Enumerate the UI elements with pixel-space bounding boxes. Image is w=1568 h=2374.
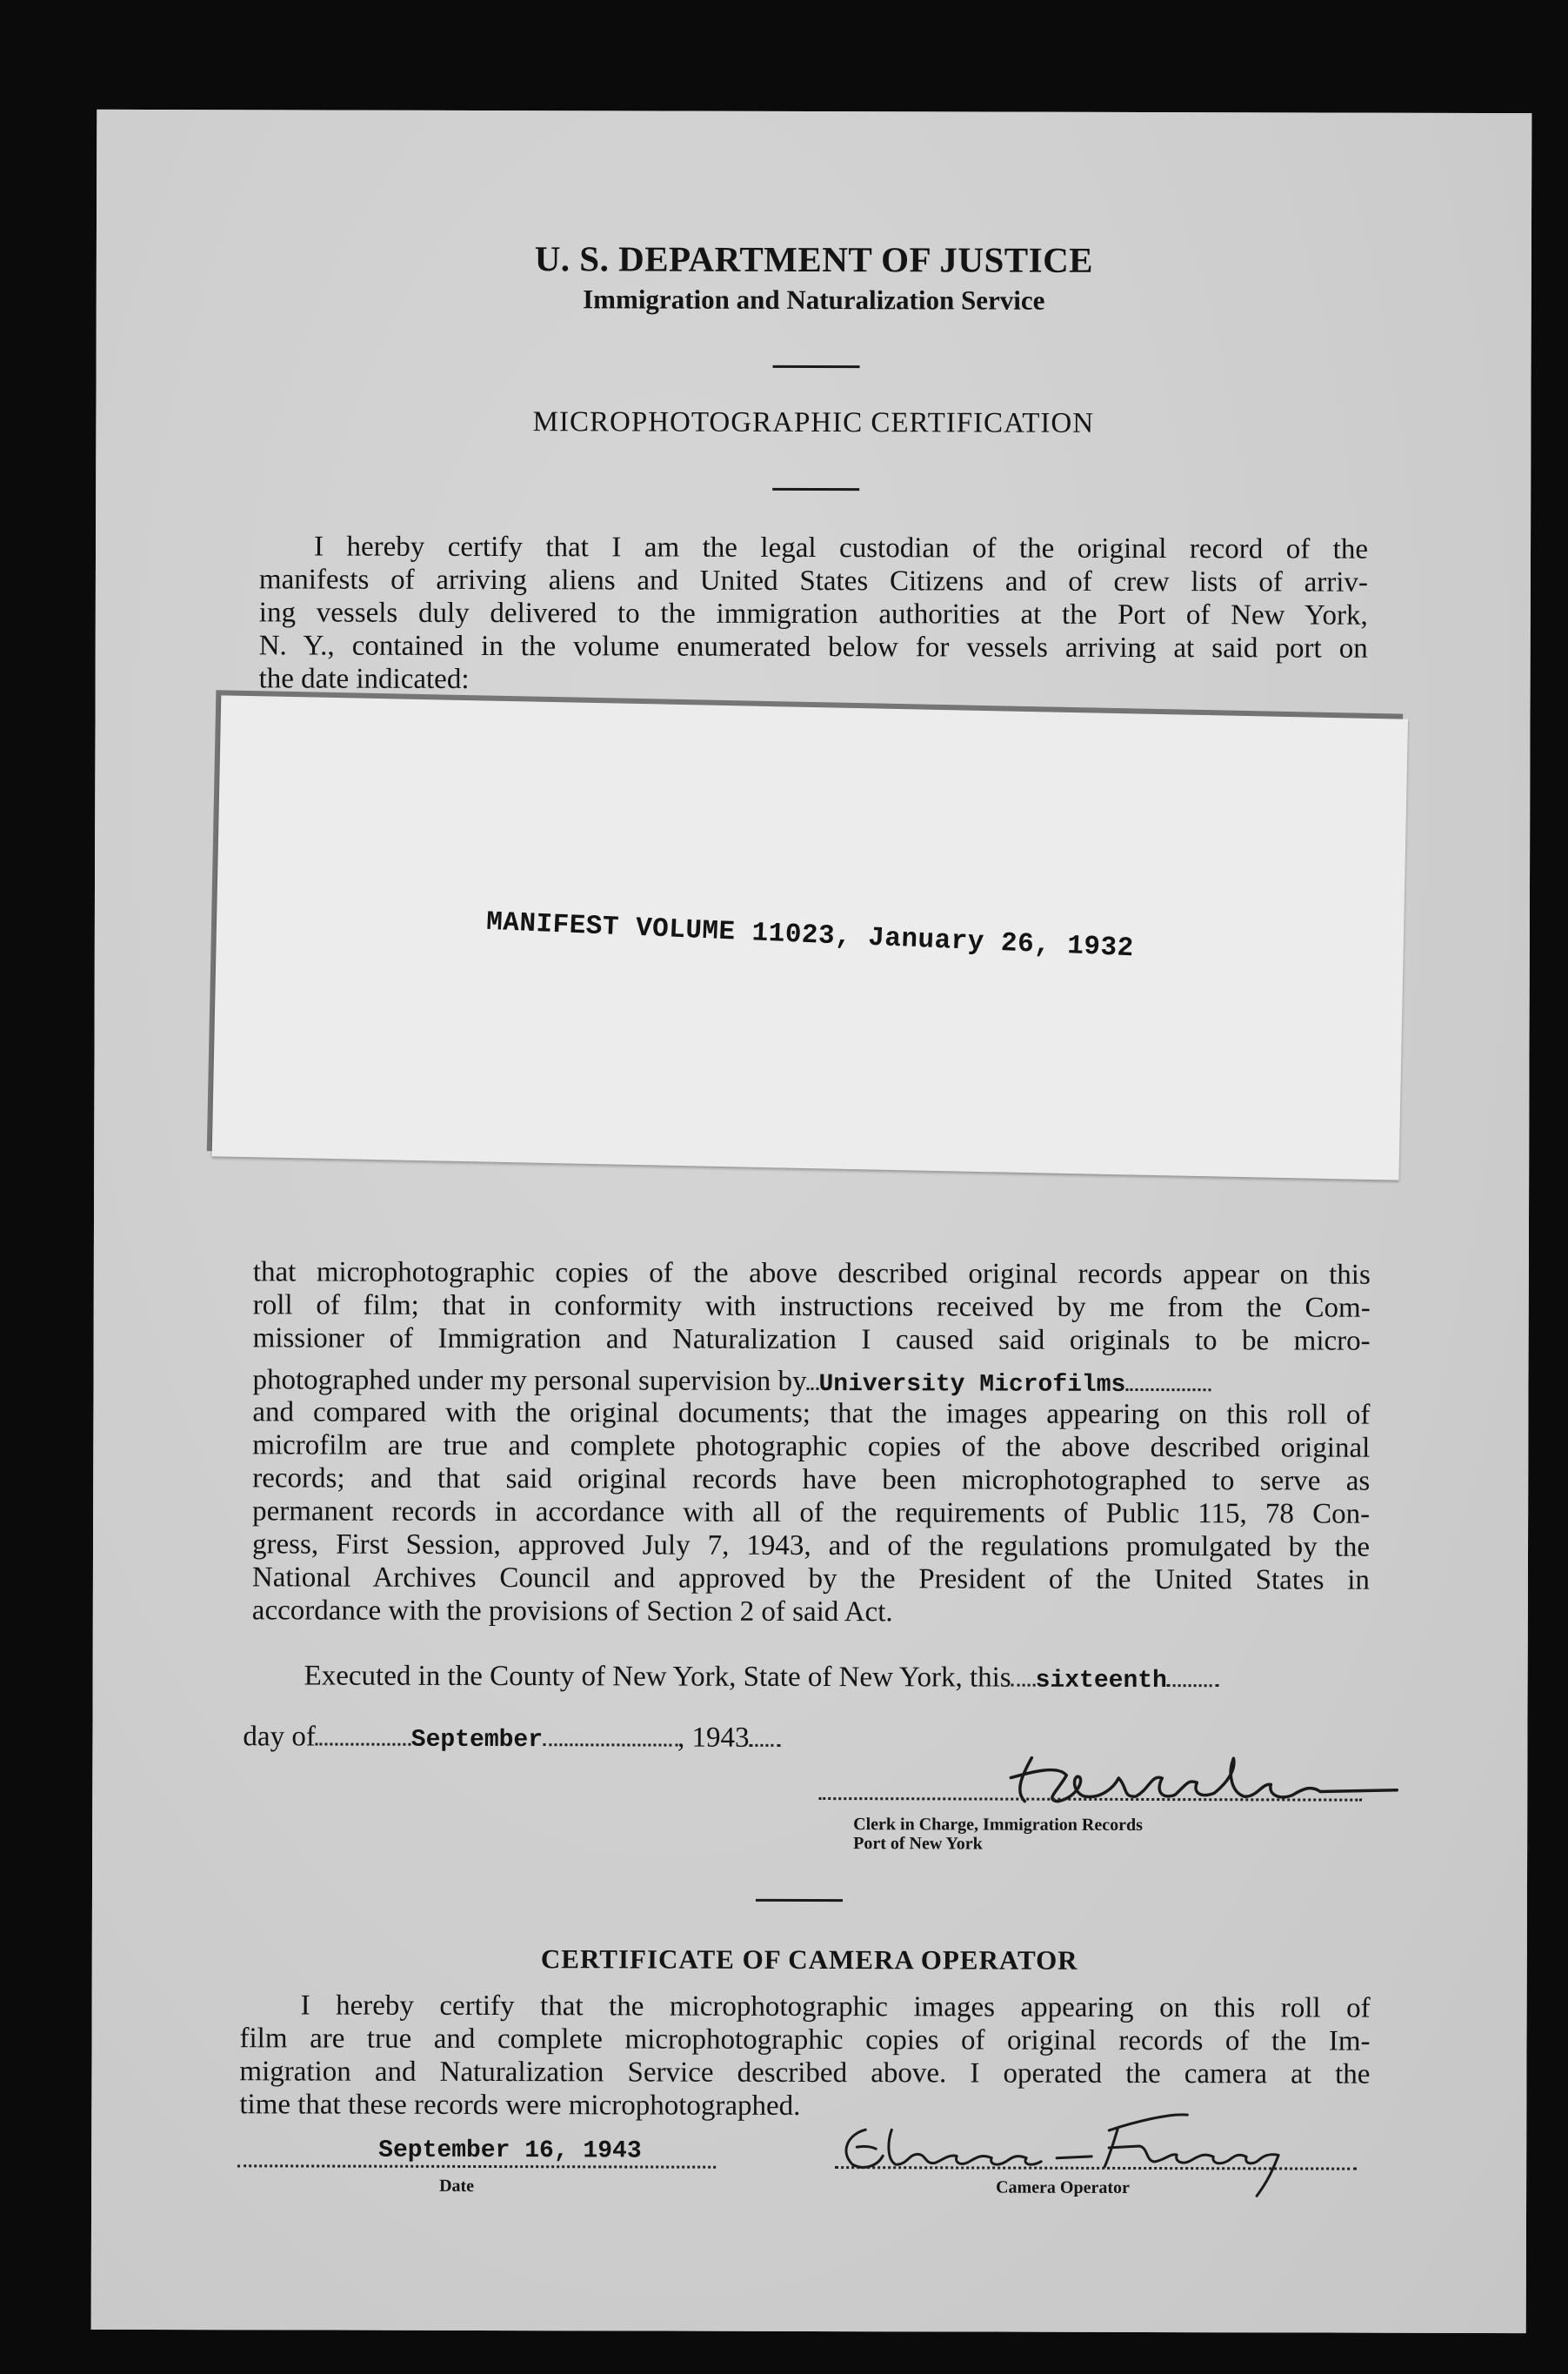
divider-rule xyxy=(772,488,859,491)
manifest-volume-text: MANIFEST VOLUME 11023, January 26, 1932 xyxy=(485,906,1135,965)
executed-line xyxy=(304,1658,1219,1699)
body-paragraph xyxy=(253,1255,1371,1357)
fill-dots xyxy=(1011,1665,1036,1687)
paragraph-line: ing vessels duly delivered to the immigration authorities at the Port of New York, xyxy=(258,597,1368,632)
manifest-slip xyxy=(212,695,1408,1180)
photographed-prefix: photographed under my personal supervision by xyxy=(252,1364,807,1397)
clerk-signature xyxy=(927,1738,1414,1826)
fill-dots xyxy=(1125,1369,1211,1391)
paragraph-line: time that these records were microphotographed. xyxy=(239,2089,801,2122)
paragraph-line: records; and that said original records have been microphotographed to serve as xyxy=(252,1462,1371,1497)
paragraph-line: N. Y., contained in the volume enumerated below for vessels arriving at said port on xyxy=(258,630,1368,665)
paragraph-line: the date indicated: xyxy=(258,663,470,695)
date-signature-line xyxy=(237,2164,716,2168)
microfilm-company: University Microfilms xyxy=(818,1371,1126,1399)
paragraph-line: National Archives Council and approved by the President of the United States in xyxy=(251,1561,1370,1596)
paragraph-line: and compared with the original documents; that the images appearing on this roll of xyxy=(252,1396,1371,1431)
executed-day: sixteenth xyxy=(1035,1667,1167,1695)
day-of-label: day of xyxy=(243,1721,316,1753)
paragraph-line: that microphotographic copies of the above described original records appear on this xyxy=(252,1256,1371,1291)
clerk-title xyxy=(853,1815,1143,1854)
camera-operator-heading: CERTIFICATE OF CAMERA OPERATOR xyxy=(540,1943,1078,1976)
executed-month: September xyxy=(410,1726,544,1755)
paragraph-line: I hereby certify that the microphotographic images appearing on this roll of xyxy=(300,1989,1371,2024)
paragraph-line: I hereby certify that I am the legal custodian of the original record of the xyxy=(313,531,1369,565)
paragraph-line: accordance with the provisions of Section 2 of said Act. xyxy=(251,1595,893,1628)
paragraph-line: migration and Naturalization Service described above. I operated the camera at the xyxy=(239,2056,1371,2090)
certification-title: MICROPHOTOGRAPHIC CERTIFICATION xyxy=(532,406,1095,439)
clerk-title-line: Clerk in Charge, Immigration Records xyxy=(853,1815,1143,1835)
executed-text: Executed in the County of New York, State of New York, this xyxy=(304,1660,1011,1694)
day-of-line xyxy=(243,1719,780,1759)
divider-rule xyxy=(756,1899,843,1902)
fill-dots xyxy=(316,1724,411,1746)
paragraph-line: permanent records in accordance with all of the requirements of Public 115, 78 Con- xyxy=(252,1495,1371,1530)
paragraph-line: roll of film; that in conformity with instructions received by me from the Com- xyxy=(252,1289,1371,1324)
executed-year: , 1943 xyxy=(677,1722,750,1754)
certificate-sheet xyxy=(91,110,1532,2333)
paragraph-line: gress, First Session, approved July 7, 1943, and of the regulations promulgated by the xyxy=(251,1528,1371,1563)
paragraph-line: microfilm are true and complete photographic copies of the above described original xyxy=(252,1429,1371,1464)
paragraph-line: manifests of arriving aliens and United States Citizens and of crew lists of arriv- xyxy=(258,564,1368,599)
date-label: Date xyxy=(439,2176,475,2196)
clerk-title-line: Port of New York xyxy=(853,1834,983,1854)
camera-operator-label: Camera Operator xyxy=(996,2177,1130,2197)
fill-dots xyxy=(543,1724,677,1746)
paragraph-line: film are true and complete microphotographic copies of original records of the Im- xyxy=(239,2023,1371,2057)
department-title: U. S. DEPARTMENT OF JUSTICE xyxy=(534,238,1094,280)
fill-dots xyxy=(1167,1665,1219,1687)
fill-dots xyxy=(806,1368,818,1390)
intro-paragraph xyxy=(259,530,1368,698)
divider-rule xyxy=(773,365,860,368)
body-paragraph-continued xyxy=(252,1395,1371,1629)
service-subtitle: Immigration and Naturalization Service xyxy=(583,284,1045,316)
camera-date: September 16, 1943 xyxy=(378,2137,642,2165)
fill-dots xyxy=(750,1725,781,1747)
paragraph-line: missioner of Immigration and Naturalization I caused said originals to be micro- xyxy=(252,1322,1371,1357)
